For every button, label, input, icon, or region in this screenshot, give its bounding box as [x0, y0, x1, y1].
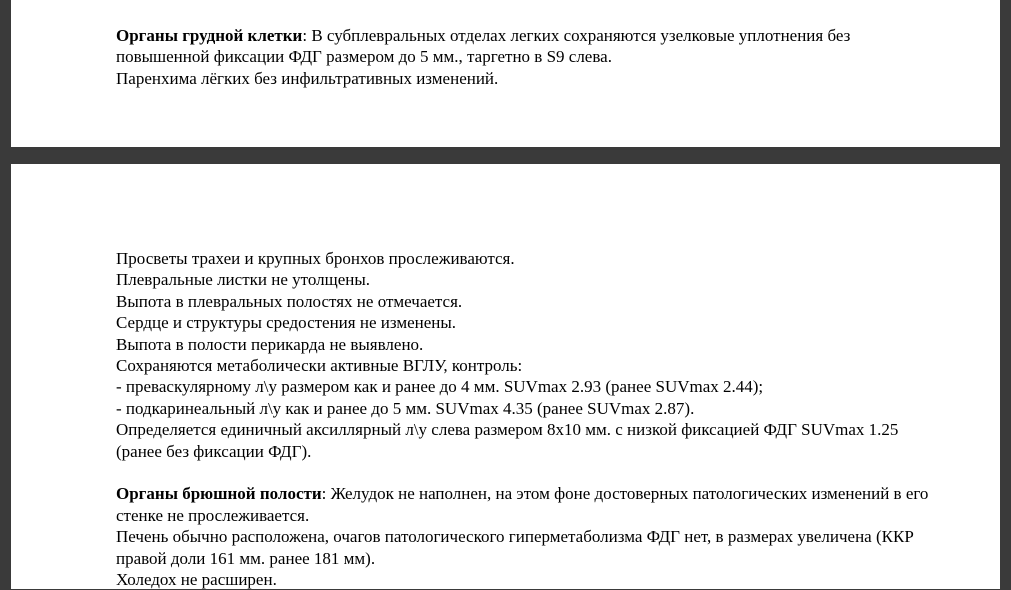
chest-text: : В субплевральных отделах легких сохраняются узелковые уплотнения без повышенной фиксации ФДГ размером до 5 мм., таргетно в S9 слева.: [116, 26, 855, 67]
document-page-2: [11, 164, 1000, 589]
chest-paragraph: [116, 25, 936, 68]
abdomen-paragraph: [116, 483, 936, 526]
paragraph-gap: [116, 462, 936, 483]
text-line: Плевральные листки не утолщены.: [116, 270, 371, 290]
abdomen-text: : Желудок не наполнен, на этом фоне достоверных патологических изменений в его стенке не прослеживается.: [116, 484, 933, 525]
text-line: - подкаринеальный л\у как и ранее до 5 мм. SUVmax 4.35 (ранее SUVmax 2.87).: [116, 398, 695, 418]
page-1-text: [116, 25, 936, 89]
text-line: Определяется единичный аксиллярный л\у слева размером 8х10 мм. с низкой фиксацией ФДГ SUVmax 1.25 (ранее без фиксации ФДГ).: [116, 420, 903, 461]
text-line: Выпота в полости перикарда не выявлено.: [116, 334, 424, 354]
text-line: Выпота в плевральных полостях не отмечается.: [116, 291, 463, 311]
text-line: - преваскулярному л\у размером как и ранее до 4 мм. SUVmax 2.93 (ранее SUVmax 2.44);: [116, 377, 764, 397]
abdomen-heading: Органы брюшной полости: [116, 484, 322, 504]
text-line: Сердце и структуры средостения не изменены.: [116, 313, 457, 333]
page-2-text: [116, 248, 936, 590]
liver-line: Печень обычно расположена, очагов патологического гиперметаболизма ФДГ нет, в размерах увеличена (ККР правой доли 161 мм. ранее 181 мм).: [116, 527, 919, 568]
choledochus-line: Холедох не расширен.: [116, 570, 277, 590]
chest-heading: Органы грудной клетки: [116, 26, 303, 45]
document-page-1: [11, 0, 1000, 147]
text-line: Сохраняются метаболически активные ВГЛУ, контроль:: [116, 356, 523, 376]
text-line: Просветы трахеи и крупных бронхов прослеживаются.: [116, 249, 515, 268]
parenchyma-line: Паренхима лёгких без инфильтративных изменений.: [116, 68, 499, 88]
